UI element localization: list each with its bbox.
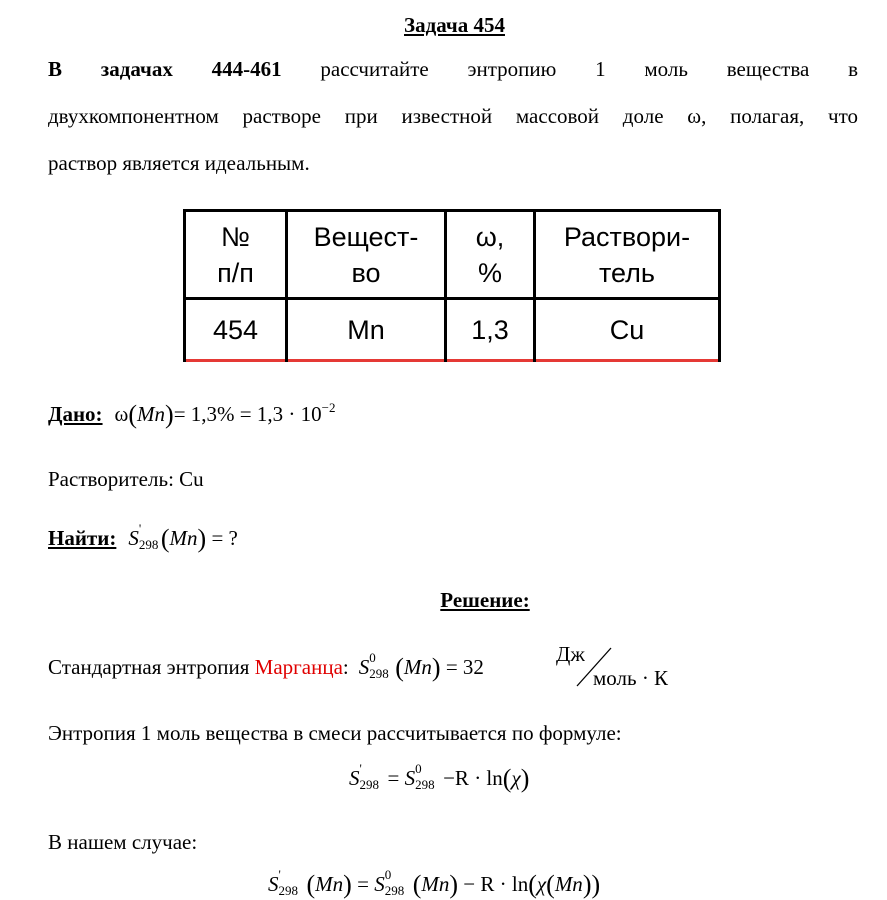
table-header-cell: ω, % — [475, 221, 505, 288]
table-col-divider — [444, 209, 447, 362]
given-line — [48, 400, 336, 430]
given-label: Дано: — [48, 402, 103, 426]
table-header-cell: № п/п — [217, 221, 254, 288]
table-cell: Mn — [347, 314, 385, 345]
table-col-divider — [533, 209, 536, 362]
table-border-top — [183, 209, 721, 212]
intro-line-2: двухкомпонентном растворе при известной массовой доле ω, полагая, что — [48, 104, 858, 128]
find-line — [48, 521, 238, 554]
unit-numerator: Дж — [556, 642, 585, 666]
solvent-line: Растворитель: Cu — [48, 467, 204, 491]
intro-line-3: раствор является идеальным. — [48, 151, 310, 175]
case-intro: В нашем случае: — [48, 830, 198, 854]
table-cell: 1,3 — [471, 314, 509, 345]
element-name: Марганца — [254, 655, 343, 679]
intro-bold: В задачах 444-461 — [48, 57, 282, 81]
table-cell: 454 — [212, 314, 259, 345]
std-entropy-line: Стандартная энтропия Марганца: S 0 298 (Mn) = 32 — [48, 650, 484, 682]
table-col-divider — [285, 209, 288, 362]
table-header-cell: Раствори- тель — [563, 221, 691, 288]
problem-title: Задача 454 — [404, 13, 505, 37]
solution-heading: Решение: — [440, 588, 530, 612]
unit-denominator: моль · К — [593, 666, 669, 690]
given-formula: $\omega(Mn)= 1,3\% = 1,3 \cdot 10^{-2}$ — [114, 400, 336, 429]
general-formula: S ' 298 = S 0 298 −R · ln(χ) — [349, 761, 530, 793]
table-border-right — [718, 209, 721, 362]
table-header-cell: Вещест- во — [313, 221, 419, 288]
table-border-left — [183, 209, 186, 362]
data-table — [183, 209, 721, 362]
intro-line-1 — [48, 57, 858, 82]
table-cell: Cu — [609, 314, 645, 345]
intro-line-1-rest: рассчитайте энтропию 1 моль вещества в — [320, 57, 858, 81]
table-border-bottom — [183, 359, 721, 362]
std-entropy-formula: S 0 298 (Mn) = 32 — [358, 650, 484, 682]
case-formula: S ' 298 (Mn) = S 0 298 (Mn) − R · ln(χ(Mn)) — [268, 867, 601, 899]
table-divider — [183, 297, 721, 300]
formula-intro: Энтропия 1 моль вещества в смеси рассчитывается по формуле: — [48, 721, 622, 745]
find-formula: S ' 298 (Mn) = ? — [128, 521, 238, 553]
find-label: Найти: — [48, 526, 117, 550]
